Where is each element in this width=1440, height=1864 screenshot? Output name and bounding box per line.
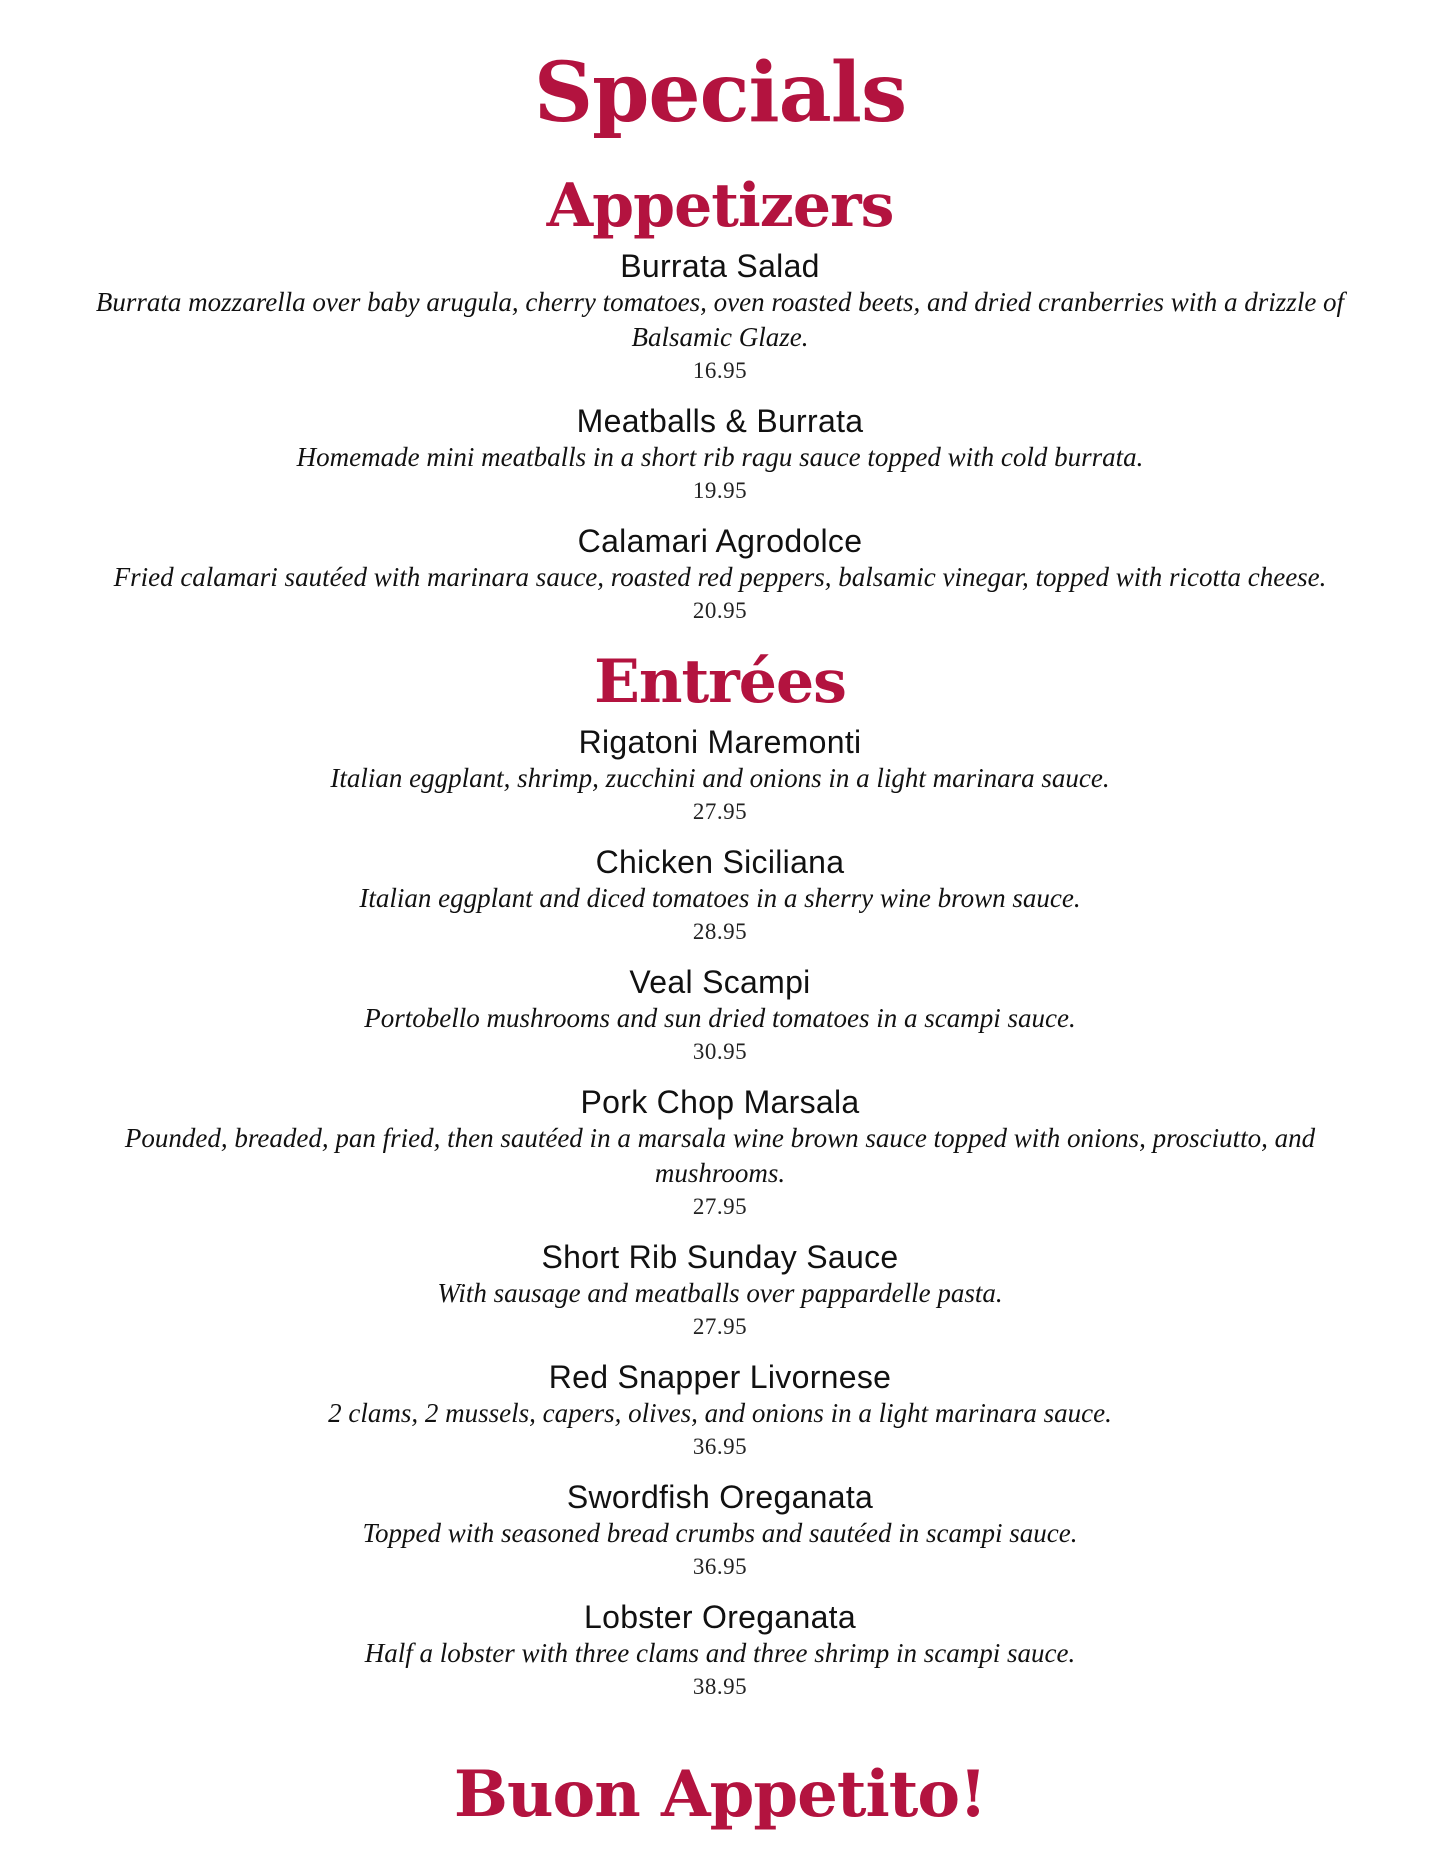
menu-item <box>60 1479 1380 1582</box>
item-price: 27.95 <box>692 1194 748 1219</box>
menu-item <box>60 964 1380 1067</box>
page-title: Specials <box>533 45 907 141</box>
item-price: 19.95 <box>692 478 748 503</box>
item-price: 27.95 <box>692 1314 748 1339</box>
item-price: 28.95 <box>692 919 748 944</box>
item-description: With sausage and meatballs over pappardelle pasta. <box>437 1278 1003 1308</box>
item-description: 2 clams, 2 mussels, capers, olives, and onions in a light marinara sauce. <box>328 1398 1112 1428</box>
item-description: Portobello mushrooms and sun dried tomatoes in a scampi sauce. <box>364 1003 1076 1033</box>
item-name: Short Rib Sunday Sauce <box>541 1239 899 1275</box>
menu-body <box>60 171 1380 1719</box>
item-price: 36.95 <box>692 1554 748 1579</box>
item-price: 16.95 <box>692 358 748 383</box>
menu-item <box>60 1599 1380 1702</box>
item-name: Burrata Salad <box>620 248 820 284</box>
item-description: Italian eggplant and diced tomatoes in a sherry wine brown sauce. <box>359 883 1081 913</box>
section-title-entrees: Entrées <box>594 647 846 717</box>
item-name: Rigatoni Maremonti <box>578 724 862 760</box>
item-price: 20.95 <box>692 598 748 623</box>
item-name: Veal Scampi <box>629 964 811 1000</box>
item-description: Burrata mozzarella over baby arugula, cherry tomatoes, oven roasted beets, and dried cranberries with a drizzle of Balsamic Glaze. <box>95 287 1345 352</box>
menu-item <box>60 724 1380 827</box>
menu-item <box>60 248 1380 386</box>
item-price: 27.95 <box>692 799 748 824</box>
item-name: Lobster Oreganata <box>584 1599 856 1635</box>
menu-item <box>60 403 1380 506</box>
item-name: Swordfish Oreganata <box>566 1479 874 1515</box>
section-appetizers <box>60 171 1380 626</box>
closing-message: Buon Appetito! <box>453 1757 987 1832</box>
item-description: Half a lobster with three clams and three shrimp in scampi sauce. <box>364 1638 1076 1668</box>
menu-item <box>60 1359 1380 1462</box>
item-description: Homemade mini meatballs in a short rib ragu sauce topped with cold burrata. <box>296 442 1144 472</box>
menu-item <box>60 523 1380 626</box>
item-name: Meatballs & Burrata <box>576 403 864 439</box>
item-description: Fried calamari sautéed with marinara sauce, roasted red peppers, balsamic vinegar, topped with ricotta cheese. <box>113 562 1327 592</box>
item-description: Italian eggplant, shrimp, zucchini and onions in a light marinara sauce. <box>330 763 1110 793</box>
menu-item <box>60 1239 1380 1342</box>
item-name: Calamari Agrodolce <box>577 523 863 559</box>
item-price: 30.95 <box>692 1039 748 1064</box>
item-price: 38.95 <box>692 1674 748 1699</box>
item-price: 36.95 <box>692 1434 748 1459</box>
item-name: Pork Chop Marsala <box>580 1084 860 1120</box>
item-name: Chicken Siciliana <box>595 844 845 880</box>
item-description: Topped with seasoned bread crumbs and sautéed in scampi sauce. <box>362 1518 1078 1548</box>
item-name: Red Snapper Livornese <box>548 1359 892 1395</box>
section-entrees <box>60 647 1380 1702</box>
menu-item <box>60 844 1380 947</box>
item-description: Pounded, breaded, pan fried, then sautéed in a marsala wine brown sauce topped with onions, prosciutto, and mushrooms. <box>124 1123 1316 1188</box>
menu-item <box>60 1084 1380 1222</box>
section-title-appetizers: Appetizers <box>546 171 894 241</box>
